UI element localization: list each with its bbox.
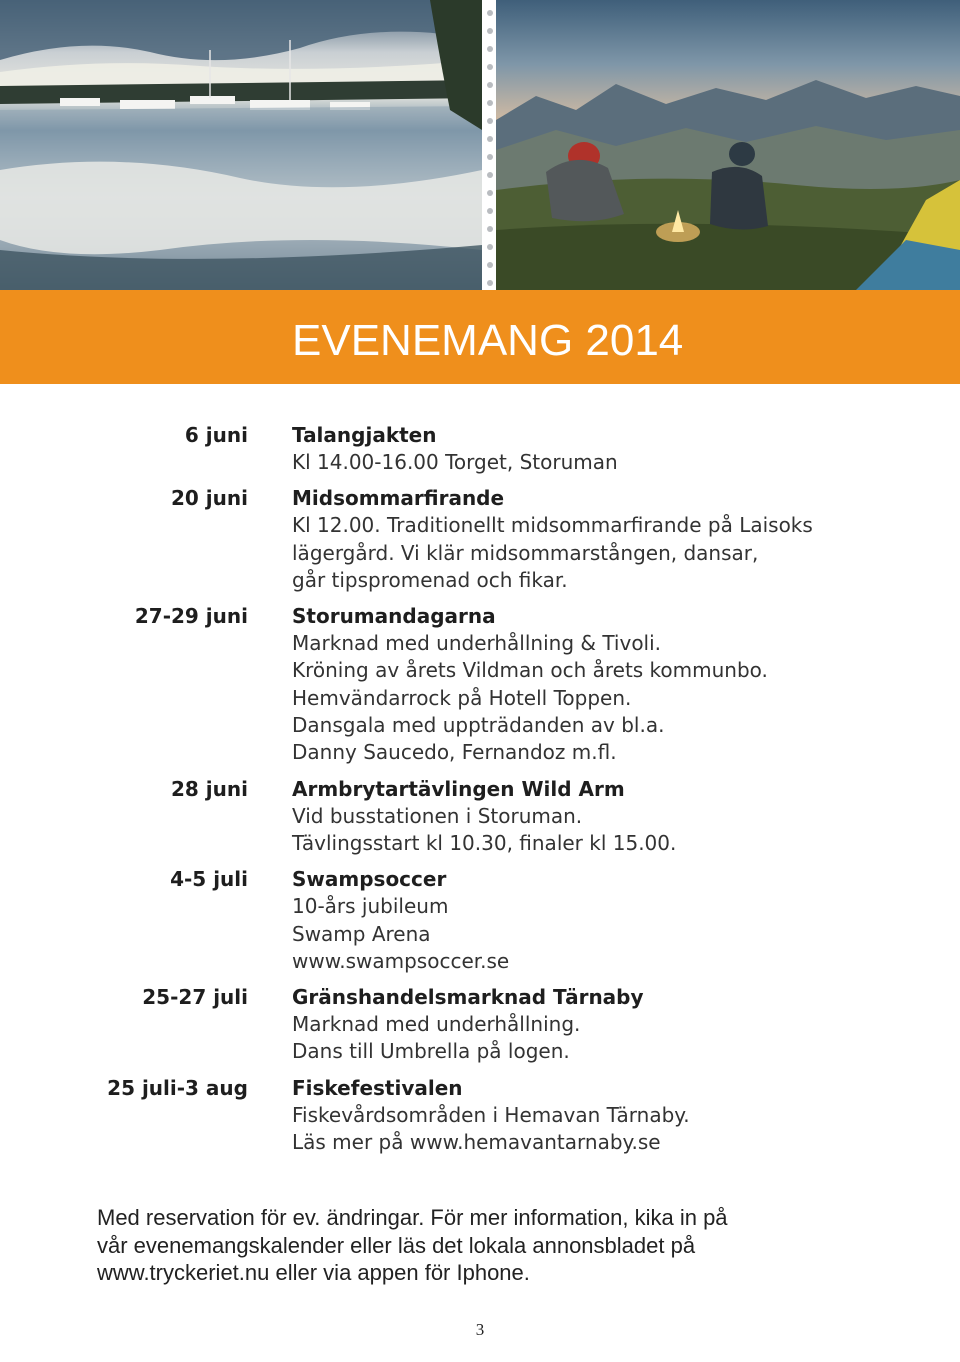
event-list — [0, 422, 960, 1165]
event-item — [0, 485, 960, 594]
campfire-photo — [496, 0, 960, 290]
event-item — [0, 984, 960, 1066]
event-date: 4-5 juli — [170, 867, 248, 892]
footer-line: vår evenemangskalender eller läs det lokala annonsbladet på — [97, 1232, 696, 1258]
event-item — [0, 866, 960, 975]
event-title: Storumandagarna — [292, 604, 496, 629]
event-title: Armbrytartävlingen Wild Arm — [292, 776, 625, 801]
dotted-divider — [485, 0, 495, 290]
event-date: 6 juni — [184, 423, 248, 447]
event-detail: Kröning av årets Vildman och årets kommunbo. — [292, 658, 768, 683]
event-detail: Dans till Umbrella på logen. — [292, 1039, 570, 1064]
footer-line: www.tryckeriet.nu eller via appen för Iphone. — [97, 1260, 530, 1285]
footer-note — [97, 1204, 857, 1287]
event-date: 25-27 juli — [142, 985, 248, 1010]
event-detail: Fiskevårdsområden i Hemavan Tärnaby. — [292, 1102, 690, 1127]
event-detail: Läs mer på www.hemavantarnaby.se — [292, 1130, 661, 1155]
event-detail: Dansgala med uppträdanden av bl.a. — [292, 713, 665, 738]
event-detail: Swamp Arena — [292, 921, 431, 946]
harbor-photo — [0, 0, 482, 290]
event-item — [0, 422, 960, 476]
event-title: Midsommarfirande — [292, 486, 505, 511]
event-detail: Danny Saucedo, Fernandoz m.fl. — [292, 740, 617, 765]
event-detail: Marknad med underhållning. — [292, 1012, 581, 1037]
event-detail: Marknad med underhållning & Tivoli. — [292, 631, 662, 656]
event-date: 20 juni — [171, 486, 248, 511]
event-title: Talangjakten — [292, 423, 437, 447]
page-number: 3 — [475, 1320, 485, 1339]
event-title: Fiskefestivalen — [292, 1075, 463, 1100]
event-detail: Hemvändarrock på Hotell Toppen. — [292, 685, 632, 710]
event-detail: går tipspromenad och fikar. — [292, 567, 568, 592]
page-title: EVENEMANG 2014 — [292, 316, 684, 365]
event-detail: Tävlingsstart kl 10.30, finaler kl 15.00. — [292, 830, 677, 855]
event-detail: lägergård. Vi klär midsommarstången, dansar, — [292, 540, 759, 565]
event-detail: www.swampsoccer.se — [292, 948, 510, 973]
event-detail: Vid busstationen i Storuman. — [292, 803, 583, 828]
event-date: 27-29 juni — [134, 604, 248, 629]
campfire-illustration — [496, 0, 960, 290]
event-item — [0, 603, 960, 766]
event-title: Swampsoccer — [292, 867, 447, 892]
event-detail: 10-års jubileum — [292, 894, 449, 919]
event-item — [0, 776, 960, 858]
footer-line: Med reservation för ev. ändringar. För mer information, kika in på — [97, 1205, 728, 1230]
event-date: 28 juni — [171, 776, 248, 801]
harbor-illustration — [0, 0, 482, 290]
event-detail: Kl 12.00. Traditionellt midsommarfirande på Laisoks — [292, 513, 813, 538]
event-title: Gränshandelsmarknad Tärnaby — [292, 985, 644, 1010]
event-date: 25 juli-3 aug — [107, 1075, 248, 1100]
event-item — [0, 1075, 960, 1157]
event-detail: Kl 14.00-16.00 Torget, Storuman — [292, 450, 618, 474]
